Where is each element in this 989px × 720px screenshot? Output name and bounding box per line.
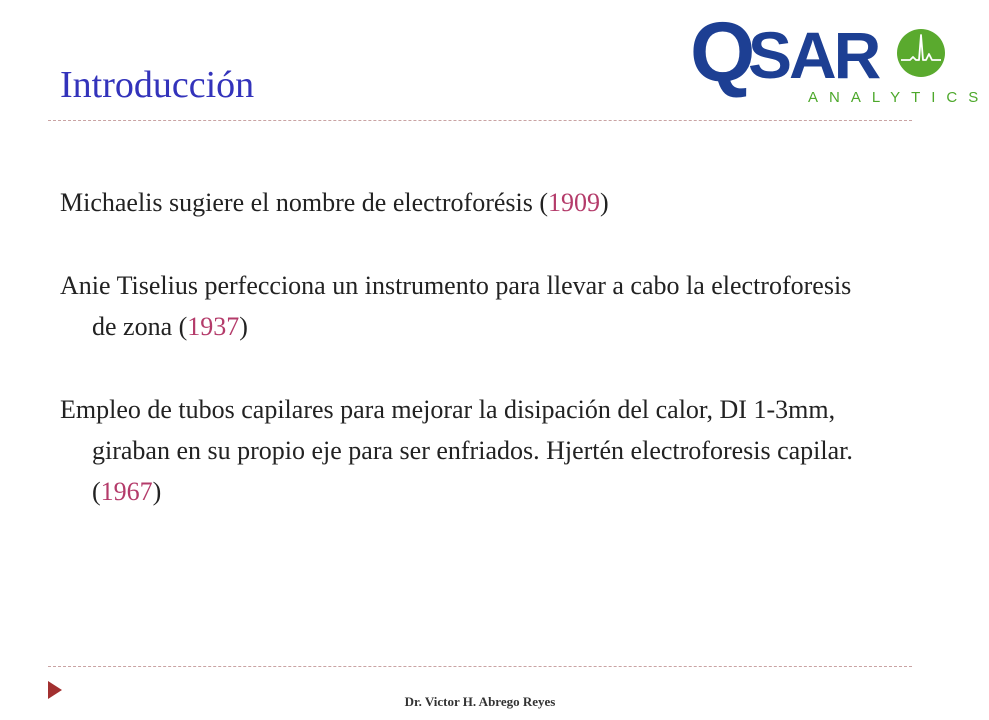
logo-subtitle: ANALYTICS [808,89,989,106]
bullet-paren: ) [239,312,248,341]
bullet-item [60,389,880,512]
qsar-analytics-logo [690,5,989,106]
bullet-year: 1909 [548,188,601,217]
bullet-text: Empleo de tubos capilares para mejorar la disipación del calor, DI 1-3mm, giraban en su propio eje para ser enfriados. Hjertén electroforesis capilar.( [60,395,853,506]
footer-author: Dr. Victor H. Abrego Reyes [404,694,556,709]
bullet-year: 1967 [100,477,153,506]
slide-title: Introducción [60,64,255,106]
bullet-paren: ) [152,477,162,506]
bullet-list [60,182,880,554]
logo-letter-q: Q [690,5,754,99]
bullet-text: Anie Tiselius perfecciona un instrumento para llevar a cabo la electroforesis de zona ( [60,271,852,341]
bullet-year: 1937 [187,312,240,341]
footer-divider [48,666,912,667]
bullet-paren: ) [600,188,609,217]
bullet-item [60,182,880,223]
logo-spectrum-icon [897,29,945,77]
bullet-item [60,265,880,347]
logo-letters-sar: SAR [748,18,879,92]
bullet-text: Michaelis sugiere el nombre de electroforésis ( [60,188,549,217]
header-divider [48,120,912,121]
